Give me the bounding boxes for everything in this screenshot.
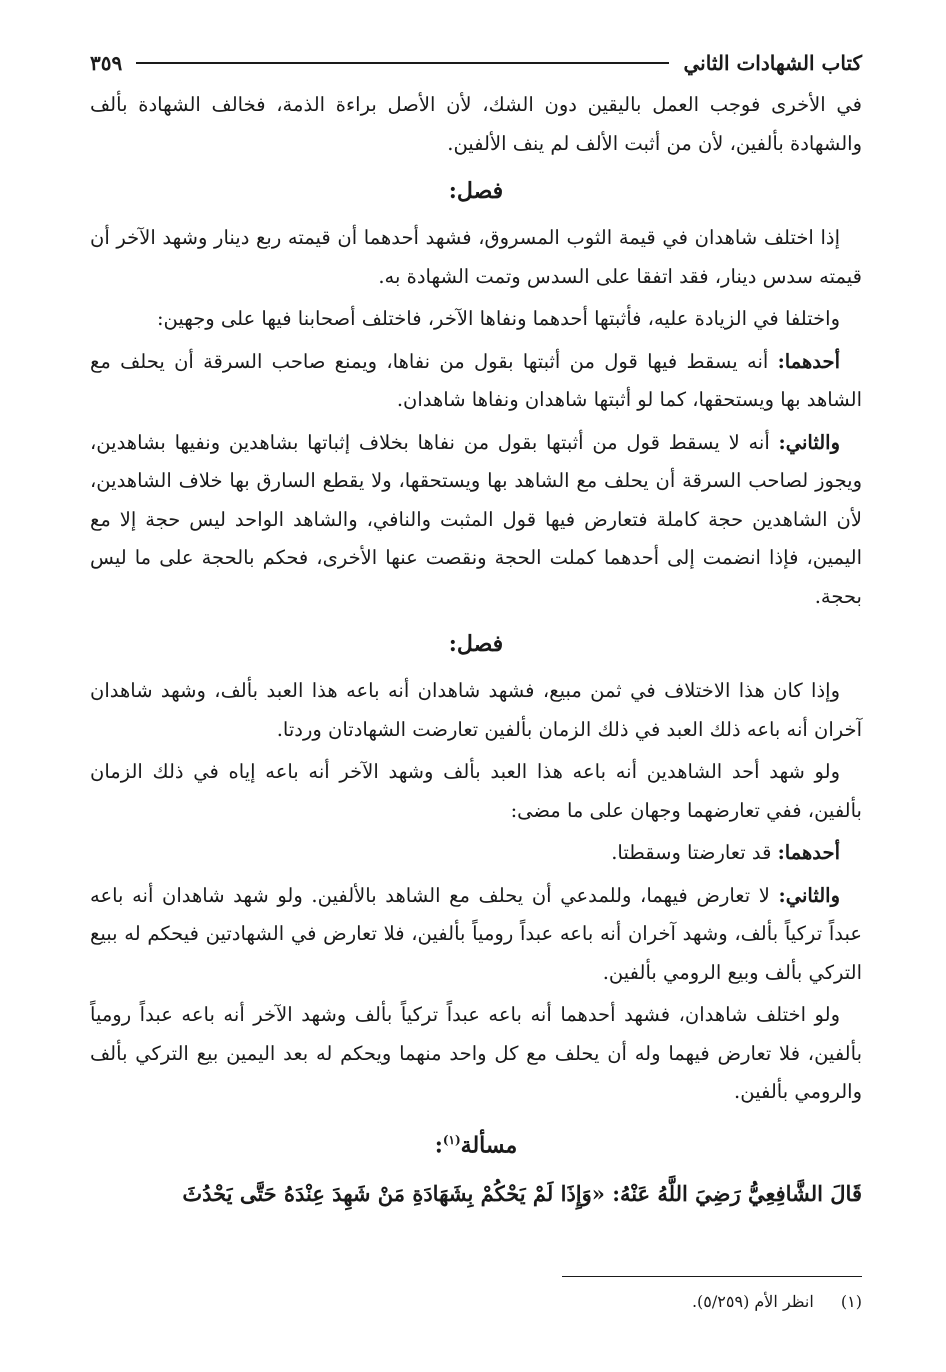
paragraph-2: إذا اختلف شاهدان في قيمة الثوب المسروق، فشهد أحدهما أن قيمته ربع دينار وشهد الآخر أن قيمته سدس دينار، فقد اتفقا على السدس وتمت الشهادة به. — [90, 226, 862, 288]
paragraph-6: وإذا كان هذا الاختلاف في ثمن مبيع، فشهد شاهدان أنه باعه هذا العبد بألف، وشهد شاهدان آخران أنه باعه ذلك العبد في ذلك الزمان بألفين تعارضت الشهادتان وردتا. — [90, 679, 862, 741]
header-rule — [136, 62, 669, 64]
section-title-2: فصل: — [448, 631, 504, 657]
paragraph-8-lead: أحدهما: — [777, 841, 840, 864]
page-body — [90, 40, 862, 1215]
paragraph-9-lead: والثاني: — [778, 883, 841, 907]
section-title-3 — [90, 1118, 862, 1167]
paragraph-3: واختلفا في الزيادة عليه، فأثبتها أحدهما ونفاها الآخر، فاختلف أصحابنا فيها على وجهين: — [156, 307, 840, 330]
quote-shafii: قَالَ الشَّافِعِيُّ رَضِيَ اللَّهُ عَنْهُ: «وَإِذَا لَمْ يَحْكُمْ بِشَهَادَةِ مَنْ شَهِدَ عِنْدَهُ حَتَّى يَحْدُثَ — [182, 1180, 862, 1206]
book-title: كتاب الشهادات الثاني — [683, 51, 862, 75]
paragraph-9 — [90, 877, 862, 993]
running-header — [90, 40, 862, 86]
paragraph-4 — [90, 343, 862, 420]
footnote-reference[interactable]: (١) — [442, 1132, 461, 1147]
footnote-1 — [90, 1287, 862, 1317]
paragraph-4-lead: أحدهما: — [777, 349, 840, 373]
footnote-area — [90, 1276, 862, 1317]
footnote-text: انظر الأم (٥/٢٥٩). — [691, 1292, 814, 1311]
paragraph-9-text: لا تعارض فيهما، وللمدعي أن يحلف مع الشاهد بالألفين. ولو شهد شاهدان أنه باعه عبداً تركياً بألف، وشهد آخران أنه باعه عبداً رومياً بألفين، فلا تعارض في الشهادتين فيحكم له ببيع التركي بألف وبيع الرومي بألفين. — [90, 883, 862, 984]
section-title-3-colon: : — [434, 1131, 443, 1158]
main-text — [90, 86, 862, 1215]
paragraph-1: في الأخرى فوجب العمل باليقين دون الشك، لأن الأصل براءة الذمة، فخالف الشهادة بألف والشهادة بألفين، لأن من أثبت الألف لم ينف الألفين. — [90, 93, 862, 155]
paragraph-5-lead: والثاني: — [778, 430, 840, 454]
paragraph-5 — [90, 424, 862, 617]
section-title-1: فصل: — [448, 178, 504, 204]
section-title-3-text: مسألة — [460, 1131, 518, 1158]
paragraph-5-text: أنه لا يسقط قول من أثبتها بقول من نفاها بخلاف إثباتها بشاهدين ونفيها بشاهدين، ويجوز لصاحب السرقة أن يحلف مع الشاهد بها ويستحقها، ولا يقطع السارق بها خلاف الشاهدين، لأن الشاهدين حجة كاملة فتعارض فيها قول المثبت والنافي، والشاهد الواحد ليس حجة إلا مع اليمين، فإذا انضمت إلى أحدهما كملت الحجة ونقصت عنها الأخرى، فحكم بالحجة على ما ليس بحجة. — [90, 430, 862, 608]
paragraph-8-text: قد تعارضتا وسقطتا. — [611, 841, 772, 864]
paragraph-4-text: أنه يسقط فيها قول من أثبتها بقول من نفاها، ويمنع صاحب السرقة أن يحلف مع الشاهد بها ويستحقها، كما لو أثبتها شاهدان ونفاها شاهدان. — [90, 349, 862, 411]
paragraph-8 — [90, 834, 862, 873]
footnote-rule — [562, 1276, 862, 1277]
paragraph-7: ولو شهد أحد الشاهدين أنه باعه هذا العبد بألف وشهد الآخر أنه باعه إياه في ذلك الزمان بألفين، ففي تعارضهما وجهان على ما مضى: — [90, 760, 862, 822]
paragraph-10: ولو اختلف شاهدان، فشهد أحدهما أنه باعه عبداً تركياً بألف وشهد الآخر أنه باعه عبداً رومياً بألفين، فلا تعارض فيهما وله أن يحلف مع كل واحد منهما ويحكم له بعد اليمين بيع التركي بألف والرومي بألفين. — [90, 1003, 862, 1103]
page-number: ٣٥٩ — [90, 51, 123, 75]
footnote-number: (١) — [840, 1292, 862, 1311]
